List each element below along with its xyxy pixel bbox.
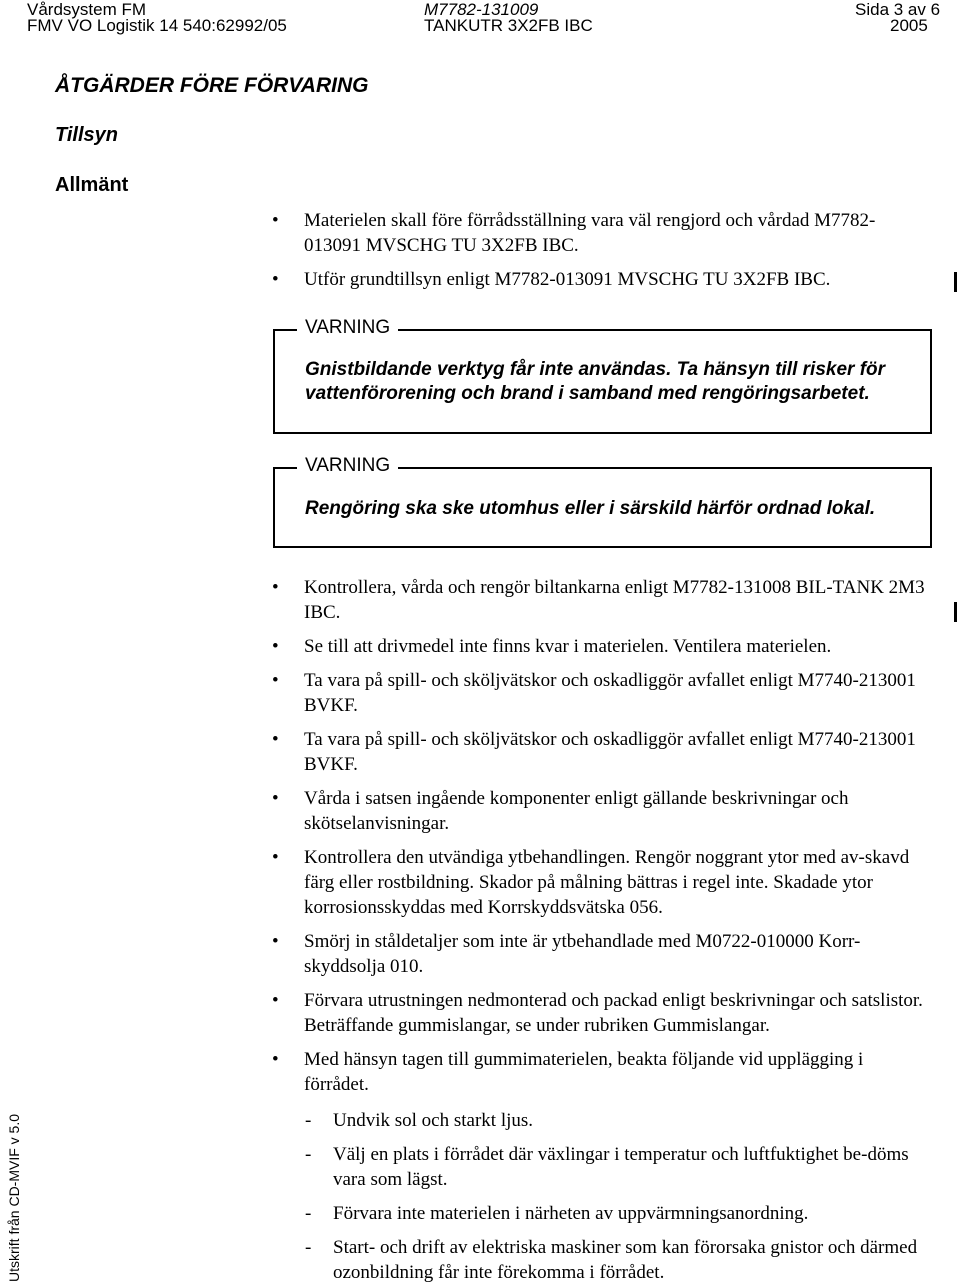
header-org: FMV VO Logistik 14 540:62992/05 xyxy=(27,16,287,35)
warning-title: VARNING xyxy=(305,317,391,338)
bullet-icon: • xyxy=(272,931,279,952)
bullet-list-actions xyxy=(272,575,932,1097)
bullet-icon: • xyxy=(272,577,279,598)
warning-title: VARNING xyxy=(305,455,391,476)
list-item: • Smörj in ståldetaljer som inte är ytbehandlade med M0722-010000 Korr-skyddsolja 010. xyxy=(272,931,861,977)
warning-box xyxy=(273,317,932,434)
change-bar xyxy=(954,602,957,622)
section-title: ÅTGÄRDER FÖRE FÖRVARING xyxy=(55,74,369,97)
bullet-icon: • xyxy=(272,1049,279,1070)
list-item: • Kontrollera, vårda och rengör biltankarna enligt M7782-131008 BIL-TANK 2M3 IBC. xyxy=(272,577,925,623)
list-item: • Kontrollera den utvändiga ytbehandlingen. Rengör noggrant ytor med av-skavd färg eller rostbildning. Skador på målning bättras i regel inte. Skadade ytor korrosionsskyddas med Korrskyddsvätska 056. xyxy=(272,847,910,918)
list-item: • Se till att drivmedel inte finns kvar i materielen. Ventilera materielen. xyxy=(272,636,832,657)
bullet-icon: • xyxy=(272,990,279,1011)
print-source-note: Utskrift från CD-MVIF v 5.0 xyxy=(6,1113,22,1282)
list-item: • Ta vara på spill- och sköljvätskor och oskadliggör avfallet enligt M7740-213001 BVKF. xyxy=(272,729,916,775)
list-item: - Välj en plats i förrådet där växlingar i temperatur och luftfuktighet be-döms vara som lägst. xyxy=(305,1144,909,1190)
subsection-title: Tillsyn xyxy=(55,124,118,146)
dash-icon: - xyxy=(305,1203,312,1224)
list-item: • Förvara utrustningen nedmonterad och packad enligt beskrivningar och satslistor. Beträffande gummislangar, se under rubriken Gummislangar. xyxy=(272,990,923,1036)
header-page-number: Sida 3 av 6 xyxy=(855,0,941,19)
dash-icon: - xyxy=(305,1144,312,1165)
dash-icon: - xyxy=(305,1237,312,1258)
list-item: • Vårda i satsen ingående komponenter enligt gällande beskrivningar och skötselanvisningar. xyxy=(272,788,849,834)
list-item: - Förvara inte materielen i närheten av uppvärmningsanordning. xyxy=(305,1203,809,1224)
list-item: • Utför grundtillsyn enligt M7782-013091 MVSCHG TU 3X2FB IBC. xyxy=(272,269,831,290)
warning-text: Gnistbildande verktyg får inte användas. Ta hänsyn till risker för vattenförorening och brand i samband med rengöringsarbetet. xyxy=(305,359,886,404)
dash-list-storage xyxy=(305,1108,935,1285)
bullet-icon: • xyxy=(272,636,279,657)
list-item: - Undvik sol och starkt ljus. xyxy=(305,1110,534,1131)
list-item: • Med hänsyn tagen till gummimaterielen, beakta följande vid upplägging i förrådet. xyxy=(272,1049,864,1095)
header-system: Vårdsystem FM xyxy=(27,0,147,19)
bullet-icon: • xyxy=(272,729,279,750)
bullet-list-intro xyxy=(272,208,932,292)
bullet-icon: • xyxy=(272,210,279,231)
list-item: • Ta vara på spill- och sköljvätskor och oskadliggör avfallet enligt M7740-213001 BVKF. xyxy=(272,670,916,716)
bullet-icon: • xyxy=(272,847,279,868)
header-product: TANKUTR 3X2FB IBC xyxy=(424,16,593,35)
list-item: • Materielen skall före förrådsställning vara väl rengjord och vårdad M7782-013091 MVSCHG TU 3X2FB IBC. xyxy=(272,210,876,256)
warning-box xyxy=(273,455,932,548)
header-doc-number: M7782-131009 xyxy=(424,0,539,19)
header-year: 2005 xyxy=(890,16,928,35)
heading-general: Allmänt xyxy=(55,174,129,196)
bullet-icon: • xyxy=(272,269,279,290)
list-item: - Start- och drift av elektriska maskiner som kan förorsaka gnistor och därmed ozonbildning får inte förekomma i förrådet. xyxy=(305,1237,918,1283)
bullet-icon: • xyxy=(272,788,279,809)
warning-text: Rengöring ska ske utomhus eller i särskild härför ordnad lokal. xyxy=(305,498,876,519)
bullet-icon: • xyxy=(272,670,279,691)
dash-icon: - xyxy=(305,1110,312,1131)
change-bar xyxy=(954,272,957,292)
